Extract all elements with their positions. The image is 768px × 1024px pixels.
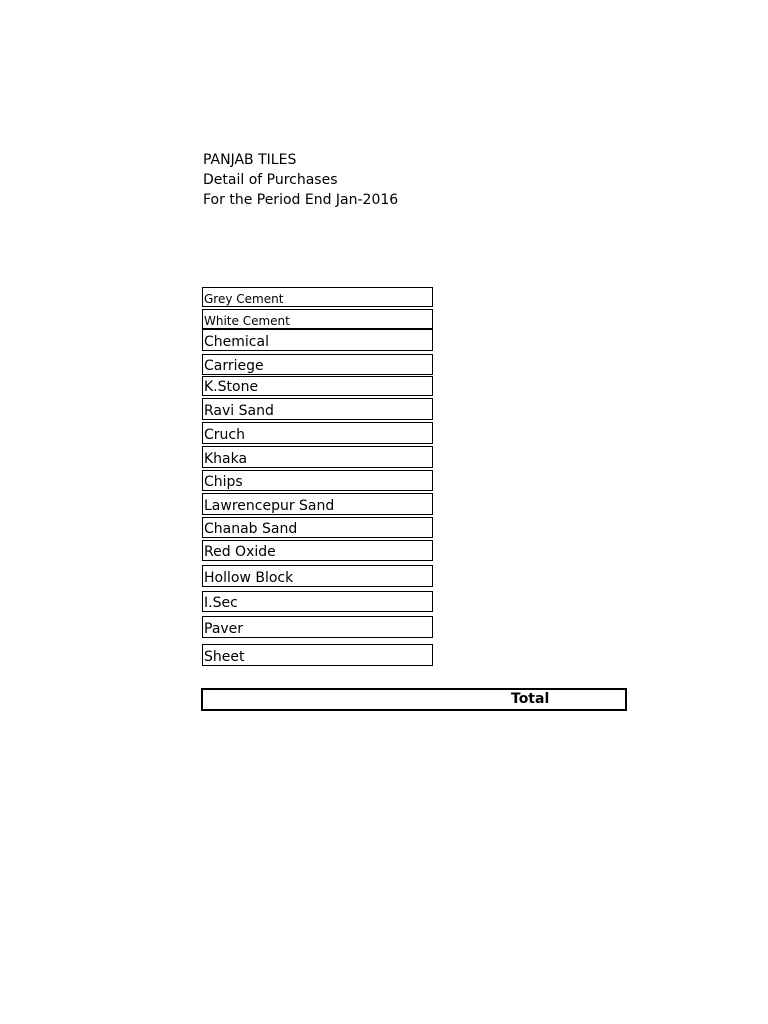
item-row <box>202 354 433 375</box>
report-period: For the Period End Jan-2016 <box>203 192 399 208</box>
item-label: Chanab Sand <box>204 521 298 537</box>
document-header <box>203 150 398 210</box>
item-label: Chips <box>204 474 243 490</box>
item-row <box>202 616 433 638</box>
item-row <box>202 446 433 468</box>
item-row <box>202 591 433 612</box>
item-label: Chemical <box>204 334 269 350</box>
item-row <box>202 422 433 444</box>
item-row <box>202 309 433 329</box>
item-label: Carriege <box>204 358 264 374</box>
item-row <box>202 493 433 515</box>
item-label: Lawrencepur Sand <box>204 498 335 514</box>
company-name: PANJAB TILES <box>203 152 297 168</box>
total-label: Total <box>511 691 550 707</box>
item-label: K.Stone <box>204 379 259 395</box>
item-label: Sheet <box>204 649 245 665</box>
item-label: Cruch <box>204 427 245 443</box>
item-label: Hollow Block <box>204 570 294 586</box>
item-row <box>202 517 433 538</box>
item-row <box>202 287 433 307</box>
item-row <box>202 540 433 561</box>
item-row <box>202 565 433 587</box>
item-row <box>202 644 433 666</box>
item-label: Khaka <box>204 451 248 467</box>
item-row <box>202 398 433 420</box>
total-row <box>201 688 627 711</box>
item-label: Grey Cement <box>204 292 284 306</box>
report-title: Detail of Purchases <box>203 172 338 188</box>
item-label: Red Oxide <box>204 544 276 560</box>
item-label: Ravi Sand <box>204 403 274 419</box>
item-row <box>202 329 433 351</box>
item-label: I.Sec <box>204 595 238 611</box>
item-row <box>202 470 433 491</box>
item-row <box>202 376 433 396</box>
item-label: Paver <box>204 621 244 637</box>
item-label: White Cement <box>204 314 290 328</box>
